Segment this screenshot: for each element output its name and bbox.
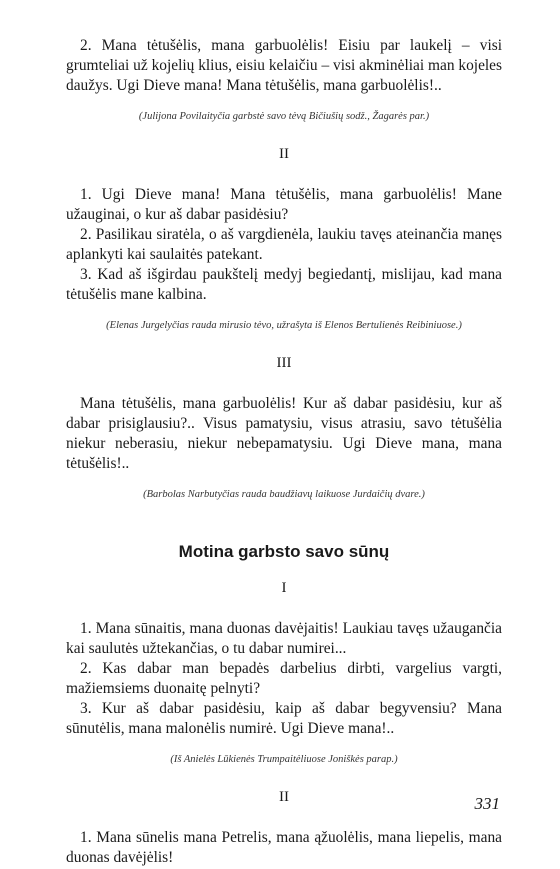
- section-numeral: I: [281, 580, 287, 596]
- source-note: (Iš Anielės Lūkienės Trumpaitėliuose Joniškės parap.): [170, 754, 398, 765]
- paragraph: 3. Kad aš išgirdau paukštelį medyj begiedantį, mislijau, kad mana tėtušėlis mane kalbina.: [66, 266, 502, 303]
- source-note: (Elenas Jurgelyčias rauda mirusio tėvo, užrašyta iš Elenos Bertulienės Reibiniuose.): [106, 320, 462, 331]
- section-numeral: II: [279, 789, 289, 805]
- section-5: [66, 789, 502, 868]
- section-1: [66, 36, 502, 124]
- page-number: 331: [474, 794, 500, 813]
- section-4: [66, 580, 502, 767]
- paragraph: 3. Kur aš dabar pasidėsiu, kaip aš dabar begyvensiu? Mana sūnutėlis, mana malonėlis numirė. Ugi Dieve mana!..: [66, 700, 502, 737]
- chapter-heading: Motina garbsto savo sūnų: [178, 542, 390, 561]
- paragraph: 2. Kas dabar man bepadės darbelius dirbti, vargelius vargti, mažiemsiems duonaitę pelnyti?: [66, 660, 502, 697]
- paragraph: 1. Ugi Dieve mana! Mana tėtušėlis, mana garbuolėlis! Mane užauginai, o kur aš dabar pasidėsiu?: [66, 186, 502, 223]
- section-3: [66, 355, 502, 502]
- source-note: (Julijona Povilaityčia garbstė savo tėvą Bičiušių sodž., Žagarės par.): [138, 111, 430, 122]
- paragraph: 2. Mana tėtušėlis, mana garbuolėlis! Eisiu par laukelį – visi grumteliai už kojelių klius, eisiu kelaičiu – visi akminėliai man kojeles daužys. Ugi Dieve mana! Mana tėtušėlis, mana garbuolėlis!..: [66, 37, 502, 94]
- paragraph: Mana tėtušėlis, mana garbuolėlis! Kur aš dabar pasidėsiu, kur aš dabar prisiglausiu?.. Visus pamatysiu, visus atrasiu, savo tėtušėlia niekur neberasiu, niekur nebepamatysiu. Ugi Dieve mana, mana tėtušėlis!..: [66, 395, 502, 472]
- section-numeral: III: [276, 355, 292, 371]
- source-note: (Barbolas Narbutyčias rauda baudžiavų laikuose Jurdaičių dvare.): [143, 489, 425, 500]
- paragraph: 2. Pasilikau siratėla, o aš vargdienėla, laukiu tavęs ateinančia manęs aplankyti kai saulaitės patekant.: [66, 226, 502, 263]
- section-numeral: II: [279, 146, 289, 162]
- paragraph: 1. Mana sūnaitis, mana duonas davėjaitis! Laukiau tavęs užaugančia kai saulutės užtekančias, o tu dabar numirei...: [66, 620, 502, 657]
- paragraph: 1. Mana sūnelis mana Petrelis, mana ąžuolėlis, mana liepelis, mana duonas davėjėlis!: [66, 829, 502, 866]
- section-2: [66, 146, 502, 333]
